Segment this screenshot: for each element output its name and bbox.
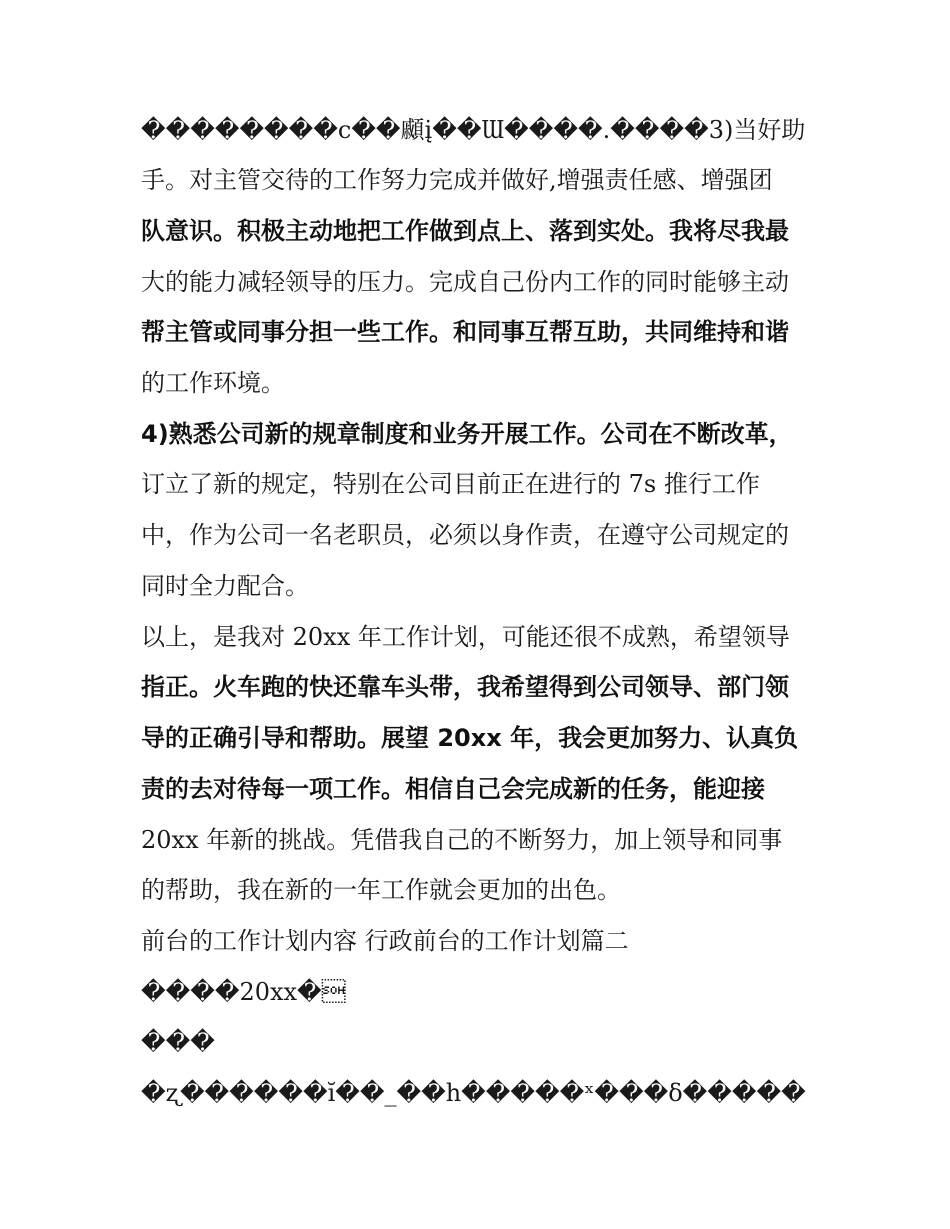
text-line: 手。对主管交待的工作努力完成并做好,增强责任感、增强团 (141, 166, 773, 194)
text-line: 同时全力配合。 (141, 572, 309, 600)
text-line: 的工作环境。 (141, 369, 285, 397)
text-line: 订立了新的规定，特别在公司目前正在进行的 7s 推行工作 (141, 470, 760, 498)
text-line: ����20xx� (141, 978, 346, 1006)
text-line: 以上，是我对 20xx 年工作计划，可能还很不成熟，希望领导 (141, 623, 790, 651)
text-line: 20xx 年新的挑战。凭借我自己的不断努力，加上领导和同事 (141, 826, 783, 854)
text-line: 队意识。积极主动地把工作做到点上、落到实处。我将尽我最 (141, 217, 789, 245)
text-line: 大的能力减轻领导的压力。完成自己份内工作的同时能够主动 (141, 268, 789, 296)
text-line: 指正。火车跑的快还靠车头带，我希望得到公司领导、部门领 (141, 673, 789, 701)
text-line: 导的正确引导和帮助。展望 20xx 年，我会更加努力、认真负 (141, 724, 799, 752)
section-heading: 前台的工作计划内容 行政前台的工作计划篇二 (141, 927, 629, 955)
text-line: ��������c��顣į��Ɯ����.����3)当好助 (141, 116, 806, 144)
text-line: 帮主管或同事分担一些工作。和同事互帮互助，共同维持和谐 (141, 318, 789, 346)
text-line: ��� (141, 1028, 215, 1056)
text-line: �ʐ������ĭ��_��h�����ˣ���δ����� (141, 1079, 806, 1107)
text-line: 中，作为公司一名老职员，必须以身作责，在遵守公司规定的 (141, 521, 789, 549)
text-line: 的帮助，我在新的一年工作就会更加的出色。 (141, 876, 621, 904)
text-line: 责的去对待每一项工作。相信自己会完成新的任务，能迎接 (141, 775, 765, 803)
text-line: 4)熟悉公司新的规章制度和业务开展工作。公司在不断改革， (141, 420, 793, 448)
